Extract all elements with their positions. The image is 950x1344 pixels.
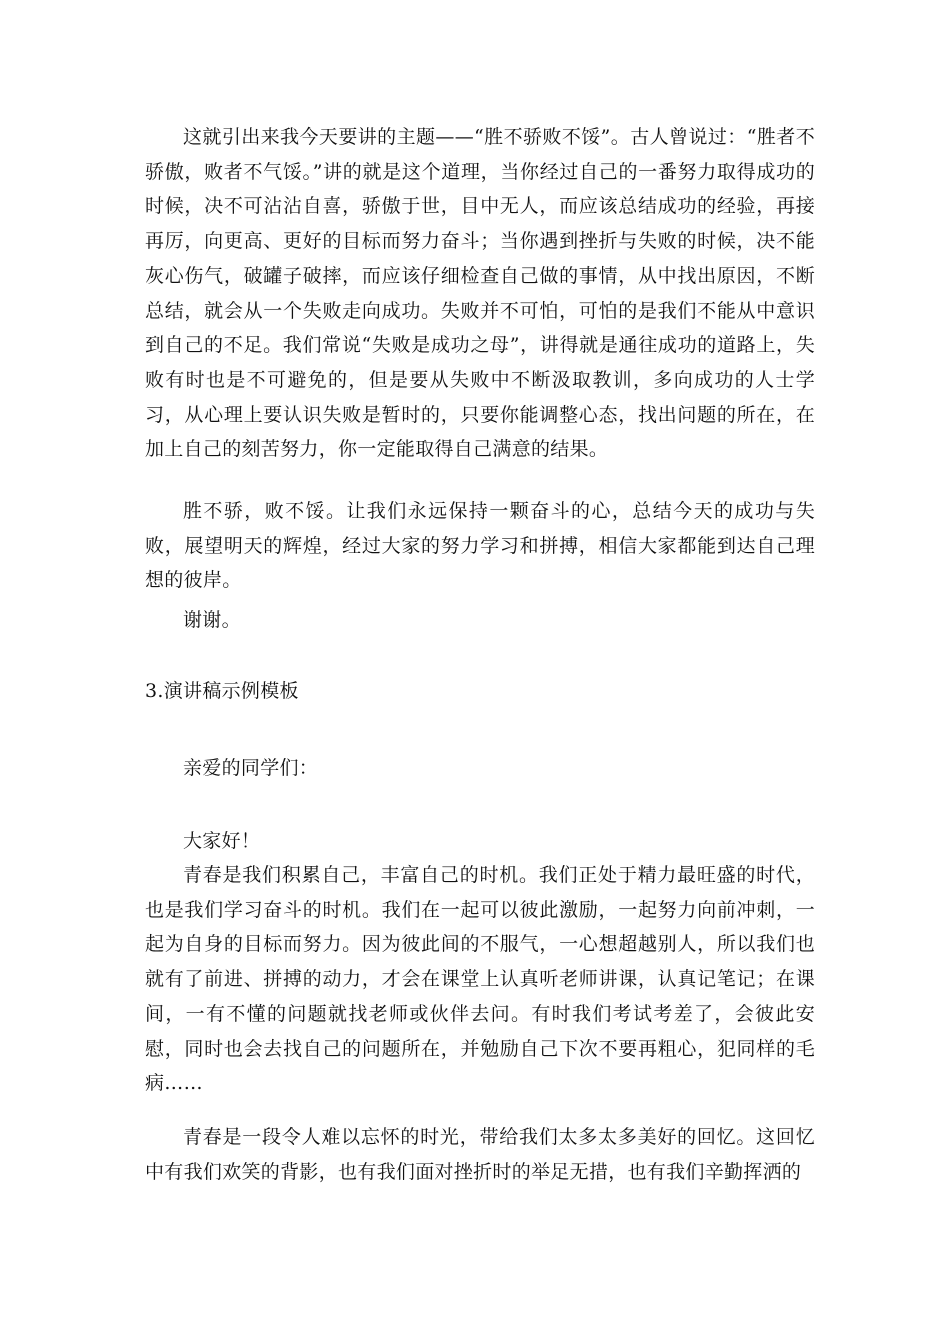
paragraph-youth-opportunity: 青春是我们积累自己，丰富自己的时机。我们正处于精力最旺盛的时代，也是我们学习奋斗的时机。我们在一起可以彼此激励，一起努力向前冲刺，一起为自身的目标而努力。因为彼此间的不服气，一心想超越别人，所以我们也就有了前进、拼搏的动力，才会在课堂上认真听老师讲课，认真记笔记；在课间，一有不懂的问题就找老师或伙伴去问。有时我们考试考差了，会彼此安慰，同时也会去找自己的问题所在，并勉励自己下次不要再粗心，犯同样的毛病…… (145, 864, 815, 1095)
paragraph-main-theme: 这就引出来我今天要讲的主题——“胜不骄败不馁”。古人曾说过：“胜者不骄傲，败者不气馁。”讲的就是这个道理，当你经过自己的一番努力取得成功的时候，决不可沾沾自喜，骄傲于世，目中无人，而应该总结成功的经验，再接再厉，向更高、更好的目标而努力奋斗；当你遇到挫折与失败的时候，决不能灰心伤气，破罐子破摔，而应该仔细检查自己做的事情，从中找出原因，不断总结，就会从一个失败走向成功。失败并不可怕，可怕的是我们不能从中意识到自己的不足。我们常说“失败是成功之母”，讲得就是通往成功的道路上，失败有时也是不可避免的，但是要从失败中不断汲取教训，多向成功的人士学习，从心理上要认识失败是暂时的，只要你能调整心态，找出问题的所在，在加上自己的刻苦努力，你一定能取得自己满意的结果。 (145, 126, 815, 461)
paragraph-salutation: 亲爱的同学们： (183, 757, 319, 779)
paragraph-conclusion: 胜不骄，败不馁。让我们永远保持一颗奋斗的心，总结今天的成功与失败，展望明天的辉煌，经过大家的努力学习和拼搏，相信大家都能到达自己理想的彼岸。 (145, 500, 815, 592)
section-heading: 3.演讲稿示例模板 (145, 680, 299, 702)
paragraph-youth-memories: 青春是一段令人难以忘怀的时光，带给我们太多太多美好的回忆。这回忆中有我们欢笑的背影，也有我们面对挫折时的举足无措，也有我们辛勤挥洒的 (145, 1126, 815, 1183)
paragraph-thanks: 谢谢。 (183, 609, 241, 631)
paragraph-greeting: 大家好！ (183, 830, 261, 852)
